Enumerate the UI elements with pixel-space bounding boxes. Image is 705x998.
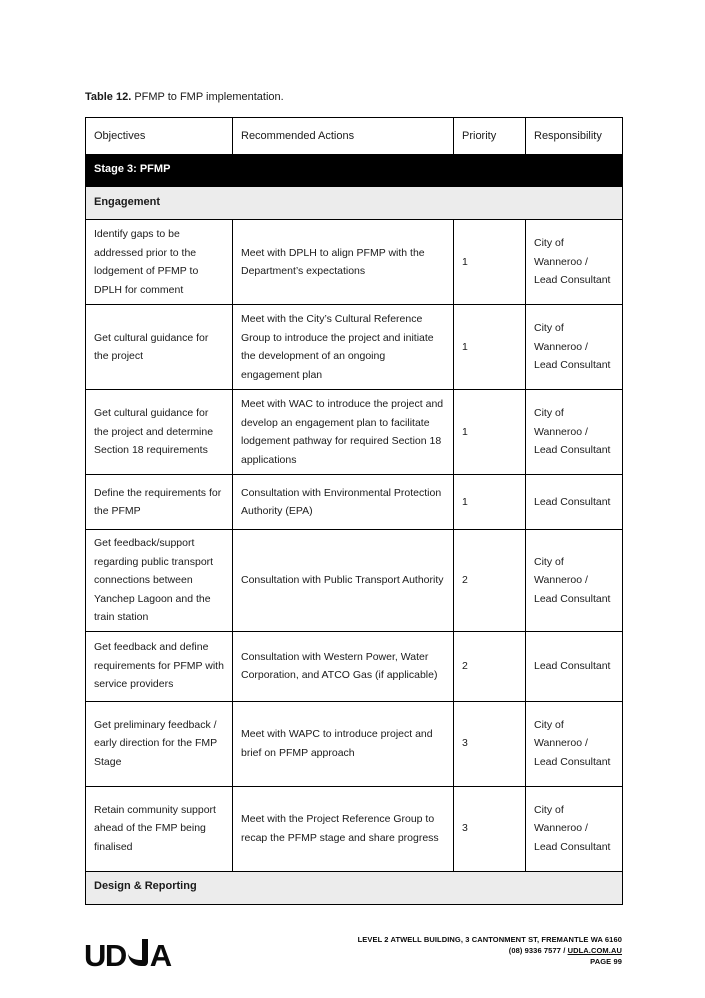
column-header-priority: Priority xyxy=(454,118,526,155)
footer-phone: (08) 9336 7577 xyxy=(508,946,561,955)
cell-objective: Get feedback/support regarding public transport connections between Yanchep Lagoon and the train station xyxy=(86,530,233,632)
table-row xyxy=(86,220,623,305)
cell-priority: 1 xyxy=(454,305,526,390)
footer-page-number: PAGE 99 xyxy=(590,957,622,966)
cell-priority: 1 xyxy=(454,220,526,305)
footer-website-link[interactable]: UDLA.COM.AU xyxy=(567,946,622,955)
footer-address: LEVEL 2 ATWELL BUILDING, 3 CANTONMENT ST, FREMANTLE WA 6160 xyxy=(357,935,622,944)
cell-action: Meet with WAC to introduce the project and develop an engagement plan to facilitate lodgement pathway for required Section 18 applications xyxy=(233,390,454,475)
cell-priority: 3 xyxy=(454,786,526,871)
table-row xyxy=(86,631,623,701)
cell-objective: Get cultural guidance for the project and determine Section 18 requirements xyxy=(86,390,233,475)
section-row xyxy=(86,187,623,220)
cell-objective: Get cultural guidance for the project xyxy=(86,305,233,390)
cell-responsibility: City of Wanneroo / Lead Consultant xyxy=(526,530,623,632)
implementation-table xyxy=(85,117,623,905)
cell-priority: 2 xyxy=(454,530,526,632)
cell-responsibility: City of Wanneroo / Lead Consultant xyxy=(526,220,623,305)
cell-responsibility: City of Wanneroo / Lead Consultant xyxy=(526,701,623,786)
cell-action: Meet with DPLH to align PFMP with the Department’s expectations xyxy=(233,220,454,305)
section-row-label: Design & Reporting xyxy=(86,871,623,904)
table-row xyxy=(86,390,623,475)
cell-objective: Retain community support ahead of the FMP being finalised xyxy=(86,786,233,871)
cell-responsibility: City of Wanneroo / Lead Consultant xyxy=(526,305,623,390)
cell-priority: 3 xyxy=(454,701,526,786)
cell-action: Consultation with Western Power, Water Corporation, and ATCO Gas (if applicable) xyxy=(233,631,454,701)
cell-objective: Get preliminary feedback / early direction for the FMP Stage xyxy=(86,701,233,786)
cell-action: Meet with WAPC to introduce project and brief on PFMP approach xyxy=(233,701,454,786)
cell-responsibility: Lead Consultant xyxy=(526,475,623,530)
section-row xyxy=(86,871,623,904)
implementation-table-container xyxy=(85,117,622,905)
table-caption-label: Table 12. xyxy=(85,91,132,103)
cell-action: Consultation with Public Transport Authority xyxy=(233,530,454,632)
table-caption xyxy=(85,90,284,105)
cell-responsibility: City of Wanneroo / Lead Consultant xyxy=(526,786,623,871)
stage-header-row xyxy=(86,155,623,187)
cell-responsibility: Lead Consultant xyxy=(526,631,623,701)
cell-action: Meet with the Project Reference Group to recap the PFMP stage and share progress xyxy=(233,786,454,871)
column-header-objectives: Objectives xyxy=(86,118,233,155)
cell-priority: 1 xyxy=(454,390,526,475)
cell-responsibility: City of Wanneroo / Lead Consultant xyxy=(526,390,623,475)
table-header-row xyxy=(86,118,623,155)
table-caption-text: PFMP to FMP implementation. xyxy=(131,91,284,103)
footer-contact-line xyxy=(358,945,622,956)
footer-contact-block xyxy=(358,934,622,967)
cell-objective: Define the requirements for the PFMP xyxy=(86,475,233,530)
udla-logo-l-glyph-icon xyxy=(128,939,148,966)
table-row xyxy=(86,786,623,871)
table-row xyxy=(86,305,623,390)
table-row xyxy=(86,530,623,632)
cell-objective: Get feedback and define requirements for PFMP with service providers xyxy=(86,631,233,701)
cell-priority: 2 xyxy=(454,631,526,701)
udla-logo-prefix: UD xyxy=(84,938,126,973)
cell-action: Consultation with Environmental Protection Authority (EPA) xyxy=(233,475,454,530)
udla-logo-suffix: A xyxy=(149,938,171,973)
footer-separator: / xyxy=(563,946,566,955)
udla-logo xyxy=(84,938,171,978)
section-row-label: Engagement xyxy=(86,187,623,220)
column-header-recommended-actions: Recommended Actions xyxy=(233,118,454,155)
table-row xyxy=(86,701,623,786)
table-row xyxy=(86,475,623,530)
stage-header-label: Stage 3: PFMP xyxy=(86,155,623,187)
column-header-responsibility: Responsibility xyxy=(526,118,623,155)
cell-action: Meet with the City’s Cultural Reference Group to introduce the project and initiate the development of an ongoing engagement plan xyxy=(233,305,454,390)
cell-priority: 1 xyxy=(454,475,526,530)
cell-objective: Identify gaps to be addressed prior to the lodgement of PFMP to DPLH for comment xyxy=(86,220,233,305)
